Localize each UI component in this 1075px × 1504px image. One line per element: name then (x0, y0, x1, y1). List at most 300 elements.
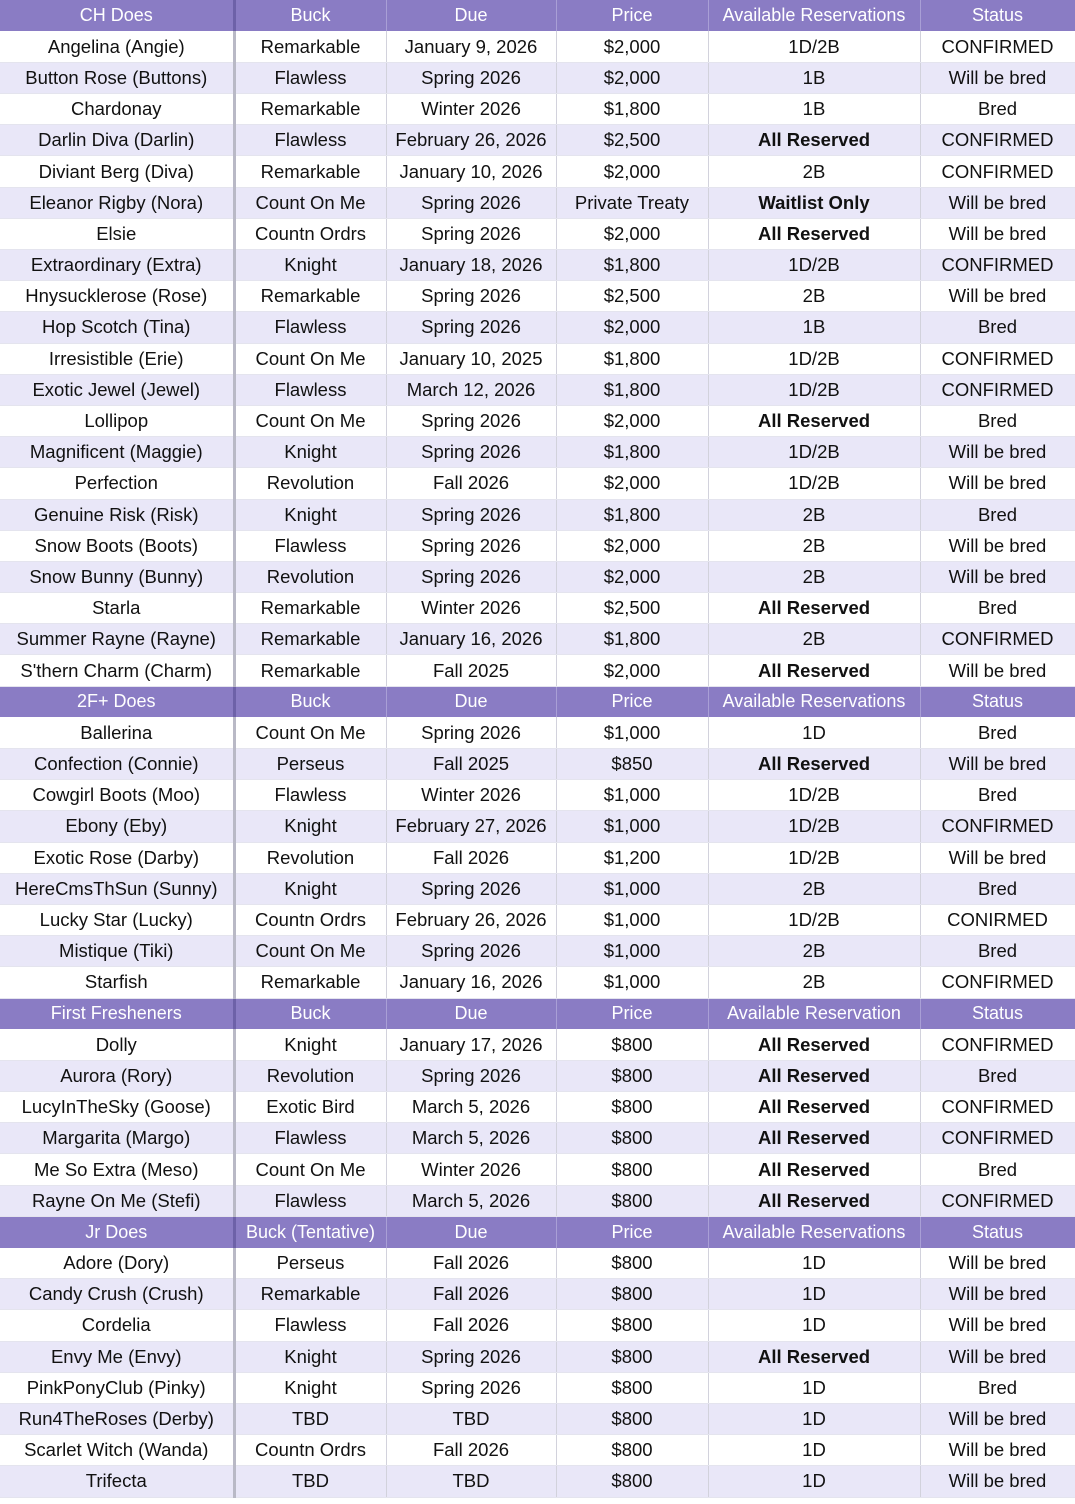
cell-doe-name: Exotic Rose (Darby) (0, 842, 234, 873)
column-header-due: Due (386, 686, 556, 717)
cell-buck: Flawless (234, 62, 386, 93)
cell-buck: Knight (234, 873, 386, 904)
cell-price: $800 (556, 1060, 708, 1091)
table-row (0, 1466, 1075, 1497)
cell-status: Will be bred (920, 842, 1075, 873)
cell-buck: Revolution (234, 561, 386, 592)
cell-status: CONFIRMED (920, 967, 1075, 998)
column-header-available-reservations: Available Reservation (708, 998, 920, 1029)
table-row (0, 1435, 1075, 1466)
cell-status: Bred (920, 593, 1075, 624)
cell-status: Will be bred (920, 62, 1075, 93)
table-row (0, 873, 1075, 904)
cell-doe-name: Genuine Risk (Risk) (0, 499, 234, 530)
column-header-price: Price (556, 998, 708, 1029)
cell-status: Will be bred (920, 281, 1075, 312)
cell-due: Spring 2026 (386, 437, 556, 468)
cell-status: CONFIRMED (920, 343, 1075, 374)
cell-due: Fall 2025 (386, 655, 556, 686)
cell-available-reservations: 1D (708, 1279, 920, 1310)
column-header-due: Due (386, 0, 556, 31)
cell-buck: Remarkable (234, 281, 386, 312)
cell-buck: Count On Me (234, 936, 386, 967)
cell-doe-name: Diviant Berg (Diva) (0, 156, 234, 187)
table-row (0, 1092, 1075, 1123)
table-row (0, 499, 1075, 530)
cell-due: Winter 2026 (386, 1154, 556, 1185)
cell-status: CONFIRMED (920, 156, 1075, 187)
column-header-price: Price (556, 1216, 708, 1247)
section-header-row (0, 1216, 1075, 1247)
table-row (0, 125, 1075, 156)
cell-price: $850 (556, 749, 708, 780)
column-header-doe-name: Jr Does (0, 1216, 234, 1247)
cell-buck: Remarkable (234, 655, 386, 686)
cell-due: Fall 2026 (386, 842, 556, 873)
cell-price: $2,000 (556, 218, 708, 249)
cell-price: $1,000 (556, 936, 708, 967)
cell-price: $800 (556, 1341, 708, 1372)
cell-available-reservations: 1D/2B (708, 811, 920, 842)
cell-price: $2,000 (556, 156, 708, 187)
cell-status: CONFIRMED (920, 250, 1075, 281)
cell-available-reservations: 1D/2B (708, 374, 920, 405)
cell-doe-name: Adore (Dory) (0, 1248, 234, 1279)
cell-price: $2,000 (556, 405, 708, 436)
cell-status: Bred (920, 405, 1075, 436)
cell-status: Bred (920, 1372, 1075, 1403)
cell-price: $1,000 (556, 967, 708, 998)
column-header-doe-name: CH Does (0, 0, 234, 31)
cell-doe-name: Mistique (Tiki) (0, 936, 234, 967)
cell-buck: Countn Ordrs (234, 218, 386, 249)
table-row (0, 593, 1075, 624)
cell-doe-name: Summer Rayne (Rayne) (0, 624, 234, 655)
cell-due: Spring 2026 (386, 530, 556, 561)
table-row (0, 624, 1075, 655)
cell-status: CONFIRMED (920, 624, 1075, 655)
cell-due: Spring 2026 (386, 561, 556, 592)
table-row (0, 1248, 1075, 1279)
cell-available-reservations: All Reserved (708, 1185, 920, 1216)
cell-due: Spring 2026 (386, 1341, 556, 1372)
cell-doe-name: Angelina (Angie) (0, 31, 234, 62)
cell-doe-name: Starfish (0, 967, 234, 998)
cell-available-reservations: 2B (708, 561, 920, 592)
cell-buck: Flawless (234, 780, 386, 811)
cell-buck: Count On Me (234, 405, 386, 436)
cell-due: February 27, 2026 (386, 811, 556, 842)
column-header-due: Due (386, 1216, 556, 1247)
table-row (0, 1060, 1075, 1091)
table-row (0, 187, 1075, 218)
cell-due: January 16, 2026 (386, 967, 556, 998)
cell-price: $1,800 (556, 250, 708, 281)
table-row (0, 717, 1075, 748)
cell-due: Spring 2026 (386, 499, 556, 530)
table-row (0, 561, 1075, 592)
cell-doe-name: Aurora (Rory) (0, 1060, 234, 1091)
cell-buck: Remarkable (234, 31, 386, 62)
cell-price: $800 (556, 1248, 708, 1279)
cell-buck: TBD (234, 1403, 386, 1434)
cell-price: $2,000 (556, 468, 708, 499)
cell-available-reservations: All Reserved (708, 405, 920, 436)
cell-buck: Countn Ordrs (234, 904, 386, 935)
cell-due: Winter 2026 (386, 94, 556, 125)
cell-price: $800 (556, 1372, 708, 1403)
cell-available-reservations: All Reserved (708, 125, 920, 156)
cell-due: January 17, 2026 (386, 1029, 556, 1060)
cell-buck: Perseus (234, 749, 386, 780)
table-row (0, 312, 1075, 343)
cell-due: January 10, 2025 (386, 343, 556, 374)
cell-available-reservations: 1D/2B (708, 437, 920, 468)
cell-doe-name: Confection (Connie) (0, 749, 234, 780)
column-header-price: Price (556, 686, 708, 717)
cell-due: March 5, 2026 (386, 1123, 556, 1154)
cell-available-reservations: 2B (708, 499, 920, 530)
table-row (0, 842, 1075, 873)
cell-buck: Knight (234, 811, 386, 842)
cell-available-reservations: 2B (708, 530, 920, 561)
cell-due: Fall 2026 (386, 1310, 556, 1341)
cell-buck: Knight (234, 1341, 386, 1372)
cell-available-reservations: All Reserved (708, 655, 920, 686)
cell-doe-name: Hnysucklerose (Rose) (0, 281, 234, 312)
cell-status: CONFIRMED (920, 811, 1075, 842)
cell-status: CONFIRMED (920, 1092, 1075, 1123)
cell-price: $1,000 (556, 717, 708, 748)
cell-due: February 26, 2026 (386, 904, 556, 935)
table-row (0, 405, 1075, 436)
cell-due: Winter 2026 (386, 780, 556, 811)
table-row (0, 967, 1075, 998)
cell-due: Spring 2026 (386, 873, 556, 904)
cell-buck: Flawless (234, 312, 386, 343)
cell-buck: Flawless (234, 374, 386, 405)
cell-available-reservations: 2B (708, 873, 920, 904)
cell-status: Bred (920, 936, 1075, 967)
cell-available-reservations: All Reserved (708, 1123, 920, 1154)
table-row (0, 1029, 1075, 1060)
cell-buck: Exotic Bird (234, 1092, 386, 1123)
cell-available-reservations: 2B (708, 936, 920, 967)
cell-doe-name: Darlin Diva (Darlin) (0, 125, 234, 156)
cell-price: $800 (556, 1092, 708, 1123)
cell-status: Will be bred (920, 1466, 1075, 1497)
cell-doe-name: S'thern Charm (Charm) (0, 655, 234, 686)
cell-price: $1,800 (556, 624, 708, 655)
column-header-buck: Buck (234, 0, 386, 31)
table-row (0, 811, 1075, 842)
cell-price: $1,800 (556, 94, 708, 125)
cell-status: Will be bred (920, 1248, 1075, 1279)
cell-doe-name: Candy Crush (Crush) (0, 1279, 234, 1310)
cell-due: Spring 2026 (386, 1060, 556, 1091)
cell-available-reservations: All Reserved (708, 1029, 920, 1060)
table-row (0, 281, 1075, 312)
table-row (0, 749, 1075, 780)
cell-buck: Count On Me (234, 343, 386, 374)
cell-doe-name: Scarlet Witch (Wanda) (0, 1435, 234, 1466)
cell-buck: Knight (234, 1029, 386, 1060)
cell-doe-name: Lucky Star (Lucky) (0, 904, 234, 935)
cell-doe-name: Cowgirl Boots (Moo) (0, 780, 234, 811)
cell-available-reservations: 1D (708, 1372, 920, 1403)
cell-due: Spring 2026 (386, 281, 556, 312)
cell-available-reservations: All Reserved (708, 749, 920, 780)
cell-buck: Revolution (234, 468, 386, 499)
cell-due: Spring 2026 (386, 405, 556, 436)
cell-doe-name: Eleanor Rigby (Nora) (0, 187, 234, 218)
cell-available-reservations: 1D/2B (708, 904, 920, 935)
table-row (0, 62, 1075, 93)
cell-due: TBD (386, 1403, 556, 1434)
cell-buck: Remarkable (234, 94, 386, 125)
cell-price: $2,000 (556, 530, 708, 561)
cell-doe-name: Margarita (Margo) (0, 1123, 234, 1154)
cell-doe-name: Button Rose (Buttons) (0, 62, 234, 93)
table-row (0, 218, 1075, 249)
cell-doe-name: PinkPonyClub (Pinky) (0, 1372, 234, 1403)
cell-status: Will be bred (920, 1403, 1075, 1434)
cell-doe-name: Exotic Jewel (Jewel) (0, 374, 234, 405)
cell-status: CONFIRMED (920, 31, 1075, 62)
cell-buck: TBD (234, 1466, 386, 1497)
cell-due: Spring 2026 (386, 1372, 556, 1403)
cell-price: $800 (556, 1185, 708, 1216)
column-header-price: Price (556, 0, 708, 31)
cell-doe-name: Elsie (0, 218, 234, 249)
cell-available-reservations: Waitlist Only (708, 187, 920, 218)
cell-doe-name: Ballerina (0, 717, 234, 748)
cell-price: $2,500 (556, 281, 708, 312)
cell-available-reservations: 1D (708, 1310, 920, 1341)
column-header-available-reservations: Available Reservations (708, 0, 920, 31)
cell-due: January 18, 2026 (386, 250, 556, 281)
cell-buck: Knight (234, 499, 386, 530)
cell-due: March 5, 2026 (386, 1092, 556, 1123)
cell-due: Fall 2025 (386, 749, 556, 780)
cell-due: Spring 2026 (386, 218, 556, 249)
cell-status: Bred (920, 94, 1075, 125)
cell-price: $2,000 (556, 62, 708, 93)
cell-status: Will be bred (920, 468, 1075, 499)
cell-price: $2,000 (556, 655, 708, 686)
cell-status: Will be bred (920, 655, 1075, 686)
column-header-status: Status (920, 0, 1075, 31)
cell-doe-name: Cordelia (0, 1310, 234, 1341)
cell-buck: Countn Ordrs (234, 1435, 386, 1466)
cell-price: $800 (556, 1403, 708, 1434)
column-header-doe-name: 2F+ Does (0, 686, 234, 717)
cell-available-reservations: All Reserved (708, 1341, 920, 1372)
cell-due: Spring 2026 (386, 717, 556, 748)
cell-doe-name: Run4TheRoses (Derby) (0, 1403, 234, 1434)
cell-available-reservations: 1D (708, 1435, 920, 1466)
cell-status: Will be bred (920, 749, 1075, 780)
cell-price: $1,200 (556, 842, 708, 873)
cell-doe-name: Irresistible (Erie) (0, 343, 234, 374)
table-row (0, 468, 1075, 499)
cell-available-reservations: All Reserved (708, 1154, 920, 1185)
cell-doe-name: Perfection (0, 468, 234, 499)
cell-buck: Count On Me (234, 187, 386, 218)
cell-status: CONFIRMED (920, 374, 1075, 405)
cell-buck: Remarkable (234, 967, 386, 998)
cell-price: $2,500 (556, 593, 708, 624)
table-row (0, 343, 1075, 374)
cell-available-reservations: 1D/2B (708, 780, 920, 811)
cell-buck: Flawless (234, 1123, 386, 1154)
cell-available-reservations: 1D/2B (708, 250, 920, 281)
table-row (0, 156, 1075, 187)
cell-price: $800 (556, 1154, 708, 1185)
cell-available-reservations: 2B (708, 624, 920, 655)
cell-price: $800 (556, 1435, 708, 1466)
cell-status: Will be bred (920, 437, 1075, 468)
column-header-buck: Buck (Tentative) (234, 1216, 386, 1247)
cell-due: January 16, 2026 (386, 624, 556, 655)
cell-buck: Flawless (234, 1185, 386, 1216)
cell-price: $2,000 (556, 561, 708, 592)
table-row (0, 1185, 1075, 1216)
table-row (0, 936, 1075, 967)
cell-buck: Remarkable (234, 156, 386, 187)
cell-doe-name: Trifecta (0, 1466, 234, 1497)
section-header-row (0, 686, 1075, 717)
cell-due: Spring 2026 (386, 62, 556, 93)
cell-price: $1,800 (556, 437, 708, 468)
cell-doe-name: Snow Bunny (Bunny) (0, 561, 234, 592)
table-row (0, 437, 1075, 468)
cell-available-reservations: 1B (708, 62, 920, 93)
column-header-due: Due (386, 998, 556, 1029)
cell-due: February 26, 2026 (386, 125, 556, 156)
cell-doe-name: Me So Extra (Meso) (0, 1154, 234, 1185)
cell-available-reservations: 2B (708, 156, 920, 187)
cell-price: $800 (556, 1123, 708, 1154)
cell-status: Will be bred (920, 561, 1075, 592)
cell-buck: Remarkable (234, 624, 386, 655)
cell-price: $800 (556, 1466, 708, 1497)
cell-available-reservations: All Reserved (708, 1092, 920, 1123)
cell-due: Spring 2026 (386, 187, 556, 218)
cell-buck: Knight (234, 437, 386, 468)
cell-doe-name: Rayne On Me (Stefi) (0, 1185, 234, 1216)
cell-status: Bred (920, 1154, 1075, 1185)
cell-doe-name: LucyInTheSky (Goose) (0, 1092, 234, 1123)
column-header-buck: Buck (234, 998, 386, 1029)
cell-available-reservations: 1D/2B (708, 468, 920, 499)
cell-status: Will be bred (920, 1435, 1075, 1466)
cell-available-reservations: All Reserved (708, 218, 920, 249)
cell-buck: Flawless (234, 125, 386, 156)
table-row (0, 250, 1075, 281)
cell-status: Bred (920, 780, 1075, 811)
table-row (0, 1310, 1075, 1341)
cell-doe-name: Ebony (Eby) (0, 811, 234, 842)
section-header-row (0, 0, 1075, 31)
column-header-available-reservations: Available Reservations (708, 1216, 920, 1247)
cell-buck: Count On Me (234, 1154, 386, 1185)
table-row (0, 1403, 1075, 1434)
cell-status: Bred (920, 1060, 1075, 1091)
column-header-doe-name: First Fresheners (0, 998, 234, 1029)
column-header-status: Status (920, 686, 1075, 717)
cell-due: TBD (386, 1466, 556, 1497)
cell-price: $1,000 (556, 873, 708, 904)
cell-status: Will be bred (920, 187, 1075, 218)
cell-available-reservations: 1D (708, 1466, 920, 1497)
cell-available-reservations: 1D/2B (708, 31, 920, 62)
cell-doe-name: Extraordinary (Extra) (0, 250, 234, 281)
section-header-row (0, 998, 1075, 1029)
cell-doe-name: Magnificent (Maggie) (0, 437, 234, 468)
cell-buck: Knight (234, 1372, 386, 1403)
cell-price: $800 (556, 1029, 708, 1060)
cell-due: March 5, 2026 (386, 1185, 556, 1216)
cell-due: Fall 2026 (386, 1248, 556, 1279)
cell-status: Will be bred (920, 530, 1075, 561)
cell-due: Winter 2026 (386, 593, 556, 624)
cell-available-reservations: 1D (708, 717, 920, 748)
cell-price: Private Treaty (556, 187, 708, 218)
cell-doe-name: HereCmsThSun (Sunny) (0, 873, 234, 904)
cell-price: $800 (556, 1310, 708, 1341)
cell-price: $1,000 (556, 904, 708, 935)
cell-available-reservations: 1D/2B (708, 343, 920, 374)
cell-price: $2,000 (556, 312, 708, 343)
cell-status: Will be bred (920, 1310, 1075, 1341)
table-row (0, 780, 1075, 811)
cell-status: Will be bred (920, 1279, 1075, 1310)
table-row (0, 1123, 1075, 1154)
cell-status: Will be bred (920, 1341, 1075, 1372)
cell-available-reservations: 2B (708, 281, 920, 312)
cell-buck: Remarkable (234, 593, 386, 624)
cell-price: $2,500 (556, 125, 708, 156)
cell-price: $1,800 (556, 499, 708, 530)
cell-status: CONFIRMED (920, 1029, 1075, 1060)
cell-status: Bred (920, 312, 1075, 343)
cell-status: Bred (920, 499, 1075, 530)
cell-buck: Remarkable (234, 1279, 386, 1310)
cell-buck: Count On Me (234, 717, 386, 748)
column-header-status: Status (920, 1216, 1075, 1247)
cell-price: $2,000 (556, 31, 708, 62)
cell-available-reservations: 1D/2B (708, 842, 920, 873)
cell-available-reservations: 1B (708, 312, 920, 343)
cell-buck: Knight (234, 250, 386, 281)
cell-status: Bred (920, 873, 1075, 904)
cell-buck: Flawless (234, 1310, 386, 1341)
cell-due: Fall 2026 (386, 1435, 556, 1466)
cell-doe-name: Lollipop (0, 405, 234, 436)
table-row (0, 1341, 1075, 1372)
table-row (0, 31, 1075, 62)
column-header-available-reservations: Available Reservations (708, 686, 920, 717)
table-row (0, 374, 1075, 405)
cell-due: January 10, 2026 (386, 156, 556, 187)
cell-available-reservations: 1B (708, 94, 920, 125)
cell-price: $1,800 (556, 343, 708, 374)
cell-price: $1,800 (556, 374, 708, 405)
cell-doe-name: Starla (0, 593, 234, 624)
cell-due: January 9, 2026 (386, 31, 556, 62)
cell-buck: Revolution (234, 842, 386, 873)
